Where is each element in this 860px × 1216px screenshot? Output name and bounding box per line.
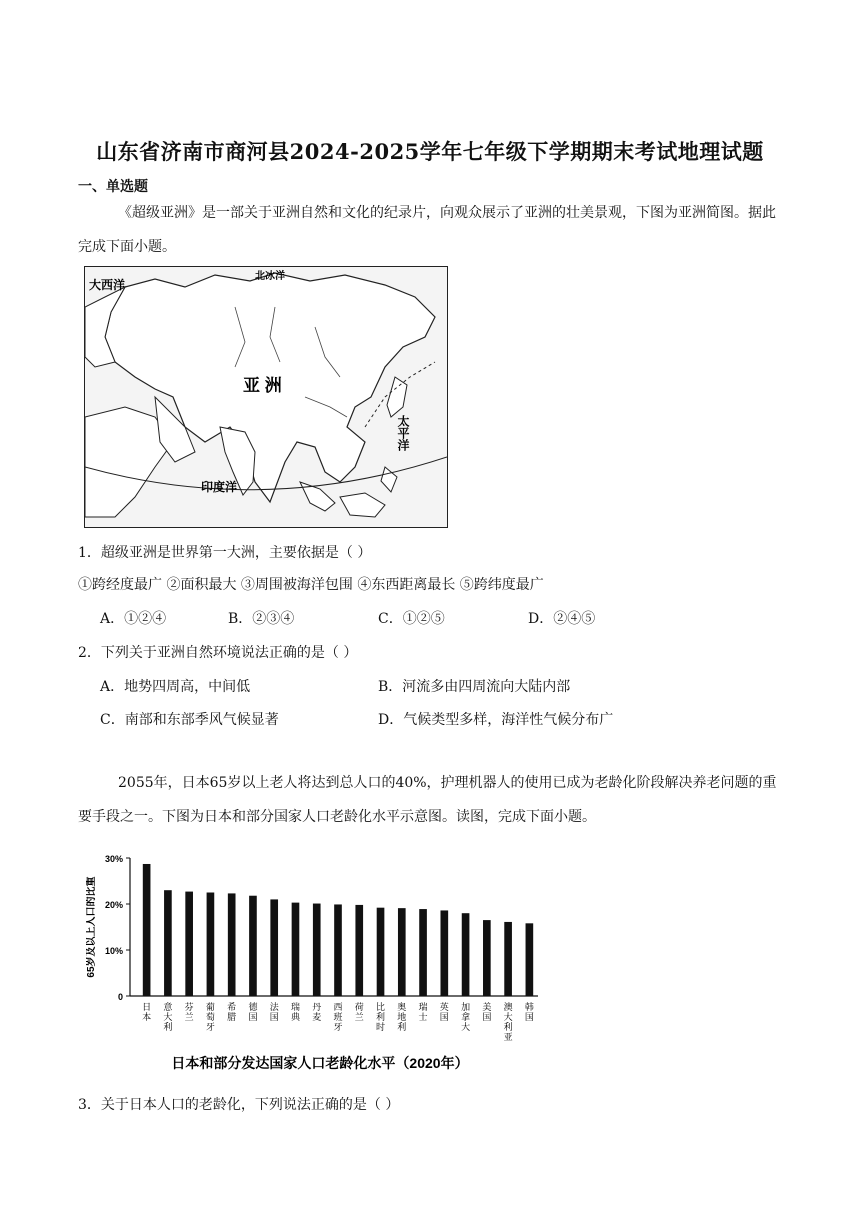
category-label: 英国 [439, 1002, 449, 1022]
bar-14 [419, 909, 427, 996]
question-1-option-b[interactable]: B．②③④ [228, 611, 295, 627]
question-1-stem: 1．超级亚洲是世界第一大洲，主要依据是（ ） [78, 545, 372, 561]
question-1-option-c[interactable]: C．①②⑤ [378, 611, 445, 627]
category-label: 美国 [482, 1002, 492, 1022]
question-2-option-a[interactable]: A．地势四周高，中间低 [100, 679, 251, 695]
asia-map-drawing [85, 267, 447, 527]
map-label-asia: 亚 洲 [243, 376, 282, 395]
category-label: 澳大利亚 [503, 1002, 513, 1042]
y-axis-label: 65岁及以上人口的比重 [86, 876, 97, 978]
bar-11 [355, 905, 363, 996]
question-1-option-a[interactable]: A．①②④ [100, 611, 167, 627]
bar-4 [207, 893, 215, 997]
bar-17 [483, 920, 491, 996]
question-1-option-d[interactable]: D．②④⑤ [528, 611, 596, 627]
y-tick-label: 0 [117, 992, 123, 1002]
category-label: 西班牙 [333, 1002, 343, 1032]
category-label: 希腊 [227, 1002, 237, 1022]
question-2-option-d[interactable]: D．气候类型多样，海洋性气候分布广 [378, 712, 614, 728]
bar-10 [334, 904, 342, 996]
aging-bar-chart [86, 846, 546, 1076]
category-label: 意大利 [163, 1002, 173, 1032]
category-label: 荷兰 [354, 1002, 364, 1022]
map-label-arctic: 北冰洋 [255, 271, 285, 282]
question-3-stem: 3．关于日本人口的老龄化，下列说法正确的是（ ） [78, 1097, 400, 1113]
map-label-atlantic: 大西洋 [89, 278, 126, 292]
category-label: 瑞典 [290, 1002, 300, 1022]
bar-18 [504, 922, 512, 996]
bar-19 [526, 923, 534, 996]
bar-9 [313, 904, 321, 996]
bar-7 [270, 899, 278, 996]
bar-3 [185, 892, 193, 996]
category-label: 丹麦 [312, 1002, 322, 1022]
category-label: 加拿大 [461, 1002, 471, 1032]
y-tick-label: 30% [104, 854, 123, 864]
question-2-stem: 2．下列关于亚洲自然环境说法正确的是（ ） [78, 645, 358, 661]
category-label: 韩国 [524, 1002, 534, 1022]
intro-paragraph-2: 2055年，日本65岁以上老人将达到总人口的40%，护理机器人的使用已成为老龄化阶段解决养老问题的重要手段之一。下图为日本和部分国家人口老龄化水平示意图。读图，完成下面小题。 [78, 775, 777, 825]
map-label-pacific: 太平洋 [396, 415, 410, 451]
question-2-option-b[interactable]: B．河流多由四周流向大陆内部 [378, 679, 571, 695]
category-label: 日本 [142, 1002, 152, 1022]
bar-13 [398, 908, 406, 996]
section-heading: 一、单选题 [78, 179, 148, 195]
chart-title: 日本和部分发达国家人口老龄化水平（2020年） [171, 1055, 469, 1071]
category-label: 奥地利 [397, 1002, 407, 1032]
category-label: 德国 [248, 1002, 258, 1022]
bar-15 [440, 910, 448, 996]
aging-bar-chart-svg [86, 846, 546, 1076]
map-label-indian: 印度洋 [201, 480, 238, 494]
category-label: 法国 [269, 1002, 279, 1022]
asia-map [84, 266, 448, 528]
bar-2 [164, 890, 172, 996]
bar-6 [249, 896, 257, 996]
page-title: 山东省济南市商河县2024-2025学年七年级下学期期末考试地理试题 [96, 139, 764, 164]
bar-16 [462, 913, 470, 996]
category-label: 比利时 [376, 1002, 386, 1032]
y-tick-label: 20% [104, 900, 123, 910]
question-1-statements: ①跨经度最广 ②面积最大 ③周围被海洋包围 ④东西距离最长 ⑤跨纬度最广 [78, 577, 544, 593]
category-label: 葡萄牙 [205, 1002, 215, 1032]
y-tick-label: 10% [104, 946, 123, 956]
bar-12 [377, 908, 385, 996]
category-label: 瑞士 [418, 1002, 428, 1022]
question-2-option-c[interactable]: C．南部和东部季风气候显著 [100, 712, 279, 728]
category-label: 芬兰 [184, 1002, 194, 1022]
bar-8 [292, 903, 300, 996]
bar-1 [143, 864, 151, 996]
bar-5 [228, 893, 236, 996]
intro-paragraph-1: 《超级亚洲》是一部关于亚洲自然和文化的纪录片，向观众展示了亚洲的壮美景观，下图为亚洲简图。据此完成下面小题。 [78, 205, 776, 255]
